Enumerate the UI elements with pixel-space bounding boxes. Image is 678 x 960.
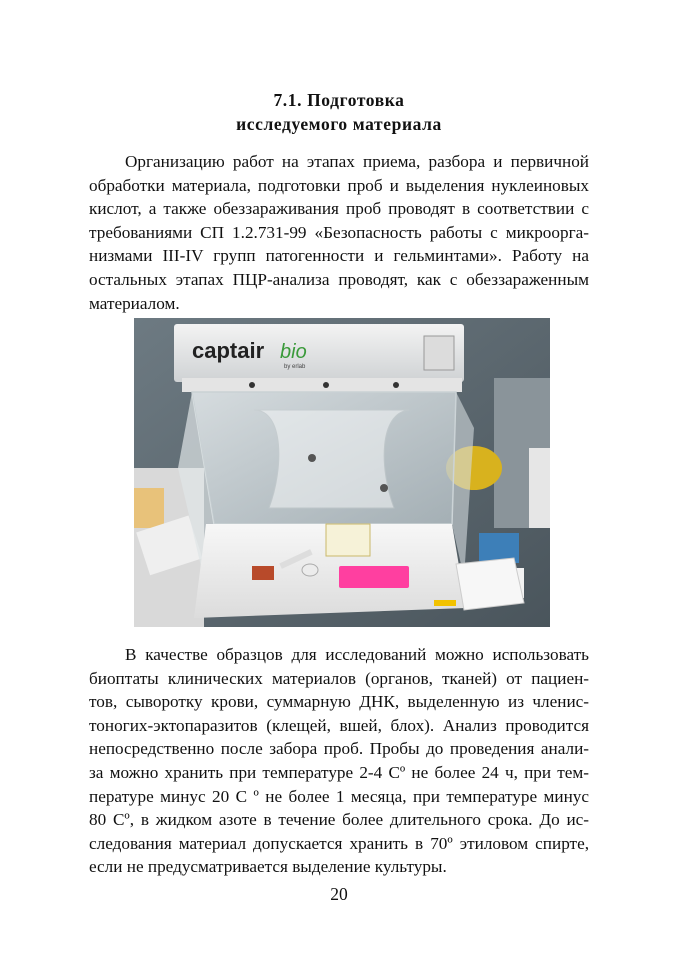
paragraph-2-line: непосредственно после забора проб. Пробы до проведения анали- [89,739,589,759]
paragraph-1-line: остальных этапах ПЦР-анализа проводят, как с обеззараженным [89,269,589,289]
cabinet-brand-sub: by erlab [284,364,306,370]
section-heading [0,88,678,136]
paragraph-2-line: следования материал допускается хранить в 70º этиловом спирте, [89,833,589,853]
paragraph-2-line: тов, сыворотку крови, суммарную ДНК, выделенную из членис- [89,692,589,712]
sample-box [326,524,370,556]
paragraph-1-line: обработки материала, подготовки проб и выделения нуклеиновых [89,175,589,195]
paragraph-1 [89,150,589,315]
paragraph-2-line: за можно хранить при температуре 2-4 Сº не более 24 ч, при тем- [89,762,589,782]
page-number: 20 [330,884,348,904]
paragraph-2-line: пературе минус 20 С º не более 1 месяца, при температуре минус [89,786,589,806]
paragraph-2-line: 80 Сº, в жидком азоте в течение более длительного срока. До ис- [89,810,589,830]
paragraph-1-line: материалом. [89,293,180,313]
paragraph-2 [89,643,589,879]
paragraph-2-line: В качестве образцов для исследований можно использовать [125,645,589,664]
cabinet-brand-accent: bio [280,341,307,363]
paragraph-1-line: Организацию работ на этапах приема, разбора и первичной [125,152,589,171]
poster [134,488,164,528]
matchbox [252,566,274,580]
paragraph-1-line: требованиями СП 1.2.731-99 «Безопасность работы с микроорга- [89,222,589,242]
paragraph-2-line: биоптаты клинических материалов (органов, тканей) от пациен- [89,668,589,688]
pcr-cabinet-photo [134,318,550,627]
pink-tube-rack [339,566,409,588]
section-heading-line-1: 7.1. Подготовка [273,90,405,110]
paragraph-2-line: тоногих-эктопаразитов (клещей, вшей, блох). Анализ проводится [89,715,589,735]
paragraph-1-line: кислот, а также обеззараживания проб проводят в соответствии с [89,199,589,219]
paragraph-2-line: если не предусматривается выделение культуры. [89,857,447,877]
section-heading-line-2: исследуемого материала [236,114,442,134]
cabinet-brand-label: captair [192,338,265,363]
paragraph-1-line: низмами III-IV групп патогенности и гельминтами». Работу на [89,246,589,266]
